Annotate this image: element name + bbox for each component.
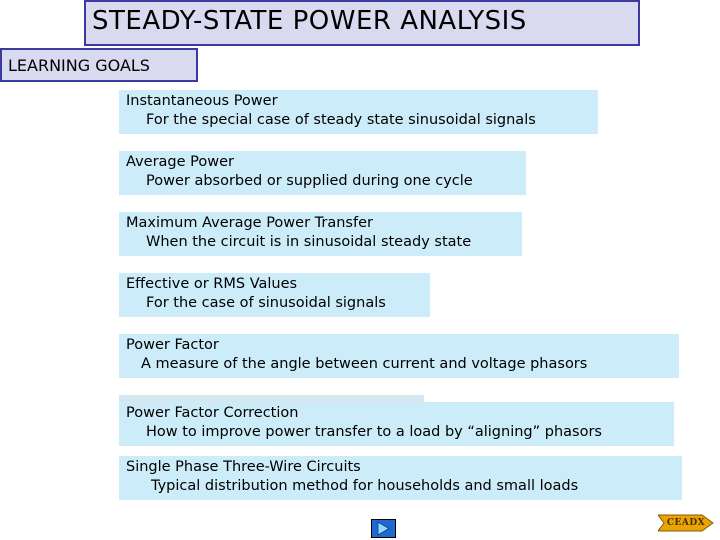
- topic-heading: Power Factor Correction: [126, 405, 299, 421]
- play-triangle-icon: [372, 520, 395, 537]
- logo-text: CEADX: [666, 518, 706, 528]
- topic-description: When the circuit is in sinusoidal steady state: [146, 234, 472, 250]
- topic-heading: Average Power: [126, 154, 234, 170]
- topic-instantaneous-power: [119, 90, 598, 134]
- topic-description: A measure of the angle between current and voltage phasors: [141, 356, 588, 372]
- topic-three-wire-circuits: [119, 456, 682, 500]
- topic-power-factor: [119, 334, 679, 378]
- ceadx-logo[interactable]: [658, 512, 714, 534]
- topic-power-factor-correction: [119, 402, 674, 446]
- slide-title: STEADY-STATE POWER ANALYSIS: [84, 0, 640, 46]
- topic-heading: Power Factor: [126, 337, 219, 353]
- topic-description: How to improve power transfer to a load by “aligning” phasors: [146, 424, 602, 440]
- topic-description: For the case of sinusoidal signals: [146, 295, 386, 311]
- topic-description: Typical distribution method for households and small loads: [151, 478, 579, 494]
- next-slide-button[interactable]: [371, 519, 396, 538]
- topic-average-power: [119, 151, 526, 195]
- topic-max-power-transfer: [119, 212, 522, 256]
- topic-heading: Instantaneous Power: [126, 93, 278, 109]
- topic-heading: Single Phase Three-Wire Circuits: [126, 459, 361, 475]
- topic-description: For the special case of steady state sinusoidal signals: [146, 112, 536, 128]
- learning-goals-label: LEARNING GOALS: [0, 48, 198, 82]
- topic-heading: Effective or RMS Values: [126, 276, 298, 292]
- topic-rms-values: [119, 273, 430, 317]
- topic-heading: Maximum Average Power Transfer: [126, 215, 373, 231]
- topic-description: Power absorbed or supplied during one cycle: [146, 173, 473, 189]
